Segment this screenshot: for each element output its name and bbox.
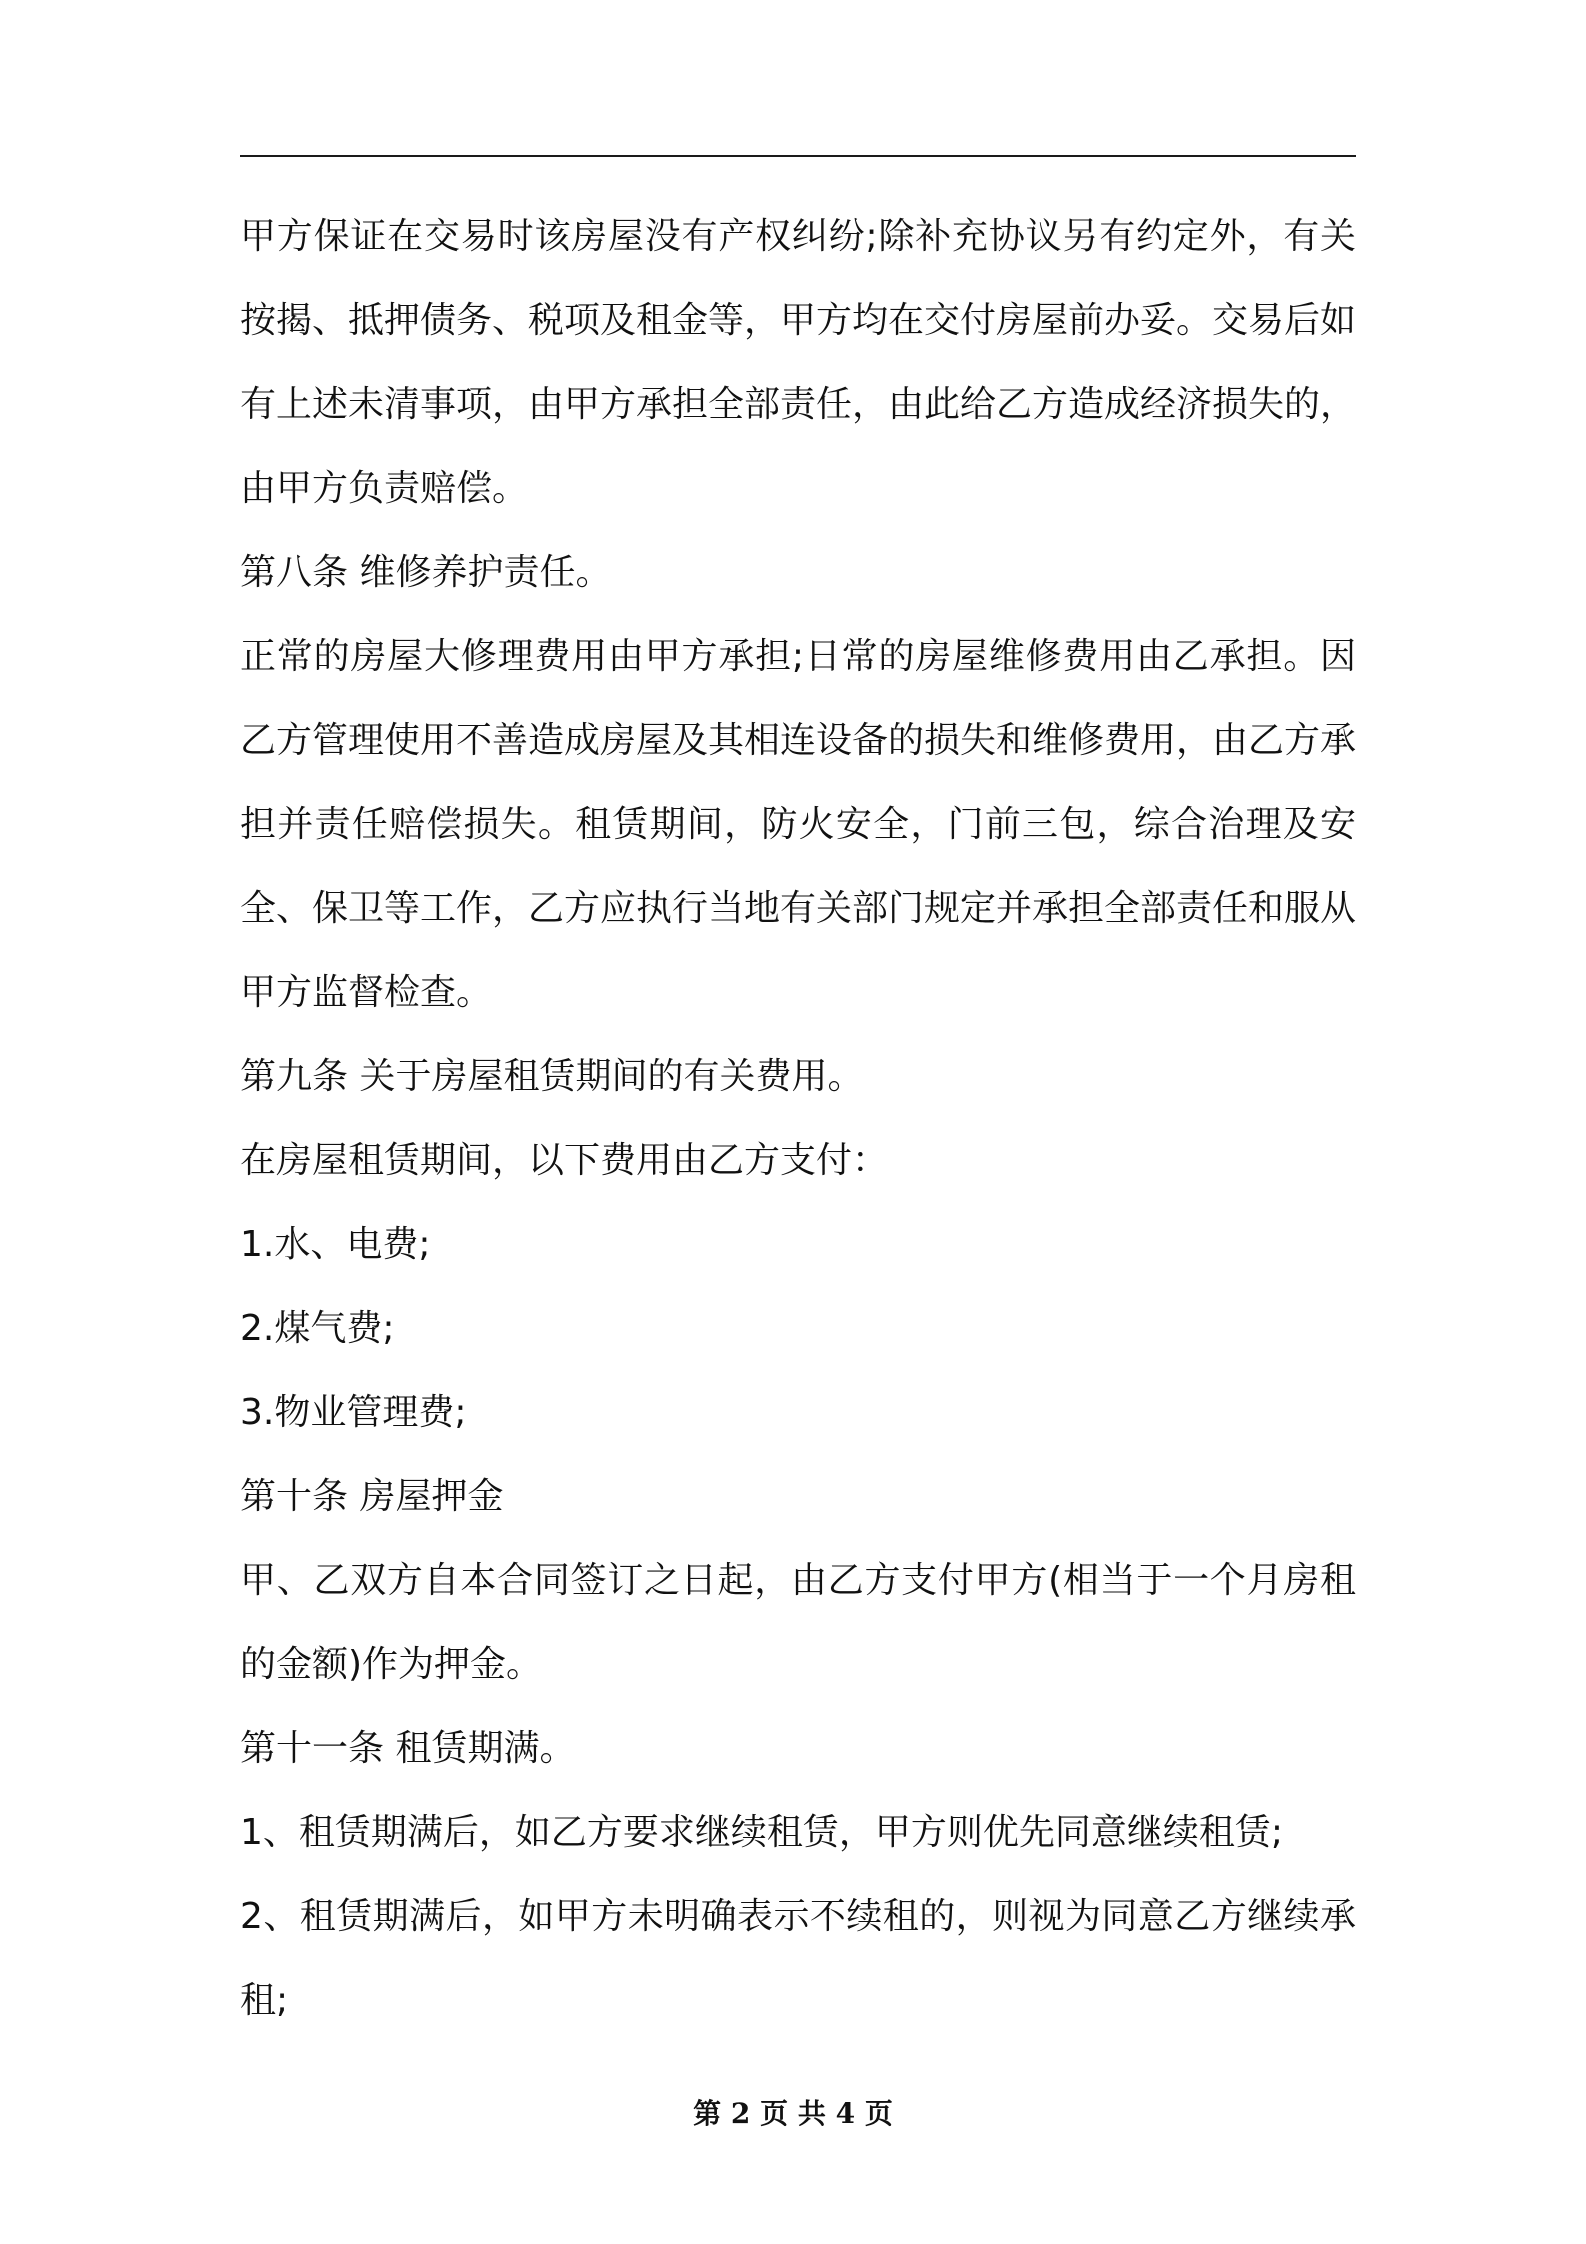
list-item: 1.水、电费; bbox=[240, 1224, 431, 1265]
list-item: 1、租赁期满后，如乙方要求继续租赁，甲方则优先同意继续租赁; bbox=[240, 1812, 1284, 1853]
article-heading: 第十一条 租赁期满。 bbox=[240, 1728, 576, 1769]
paragraph: 甲、乙双方自本合同签订之日起，由乙方支付甲方(相当于一个月房租的金额)作为押金。 bbox=[240, 1560, 1356, 1685]
paragraph: 在房屋租赁期间，以下费用由乙方支付： bbox=[240, 1140, 889, 1181]
paragraph: 正常的房屋大修理费用由甲方承担;日常的房屋维修费用由乙承担。因乙方管理使用不善造成房屋及其相连设备的损失和维修费用，由乙方承担并责任赔偿损失。租赁期间，防火安全，门前三包，综合治理及安全、保卫等工作，乙方应执行当地有关部门规定并承担全部责任和服从甲方监督检查。 bbox=[240, 636, 1357, 1013]
list-item: 2.煤气费; bbox=[240, 1308, 395, 1349]
article-heading: 第九条 关于房屋租赁期间的有关费用。 bbox=[240, 1056, 864, 1097]
list-item: 2、租赁期满后，如甲方未明确表示不续租的，则视为同意乙方继续承租; bbox=[240, 1896, 1356, 2021]
paragraph: 甲方保证在交易时该房屋没有产权纠纷;除补充协议另有约定外，有关按揭、抵押债务、税项及租金等，甲方均在交付房屋前办妥。交易后如有上述未清事项，由甲方承担全部责任，由此给乙方造成经济损失的，由甲方负责赔偿。 bbox=[240, 216, 1357, 509]
header-divider bbox=[240, 155, 1356, 157]
article-heading: 第十条 房屋押金 bbox=[240, 1476, 504, 1517]
page-number-footer: 第 2 页 共 4 页 bbox=[693, 2097, 893, 2130]
list-item: 3.物业管理费; bbox=[240, 1392, 467, 1433]
document-body bbox=[240, 195, 1356, 2043]
article-heading: 第八条 维修养护责任。 bbox=[240, 552, 612, 593]
